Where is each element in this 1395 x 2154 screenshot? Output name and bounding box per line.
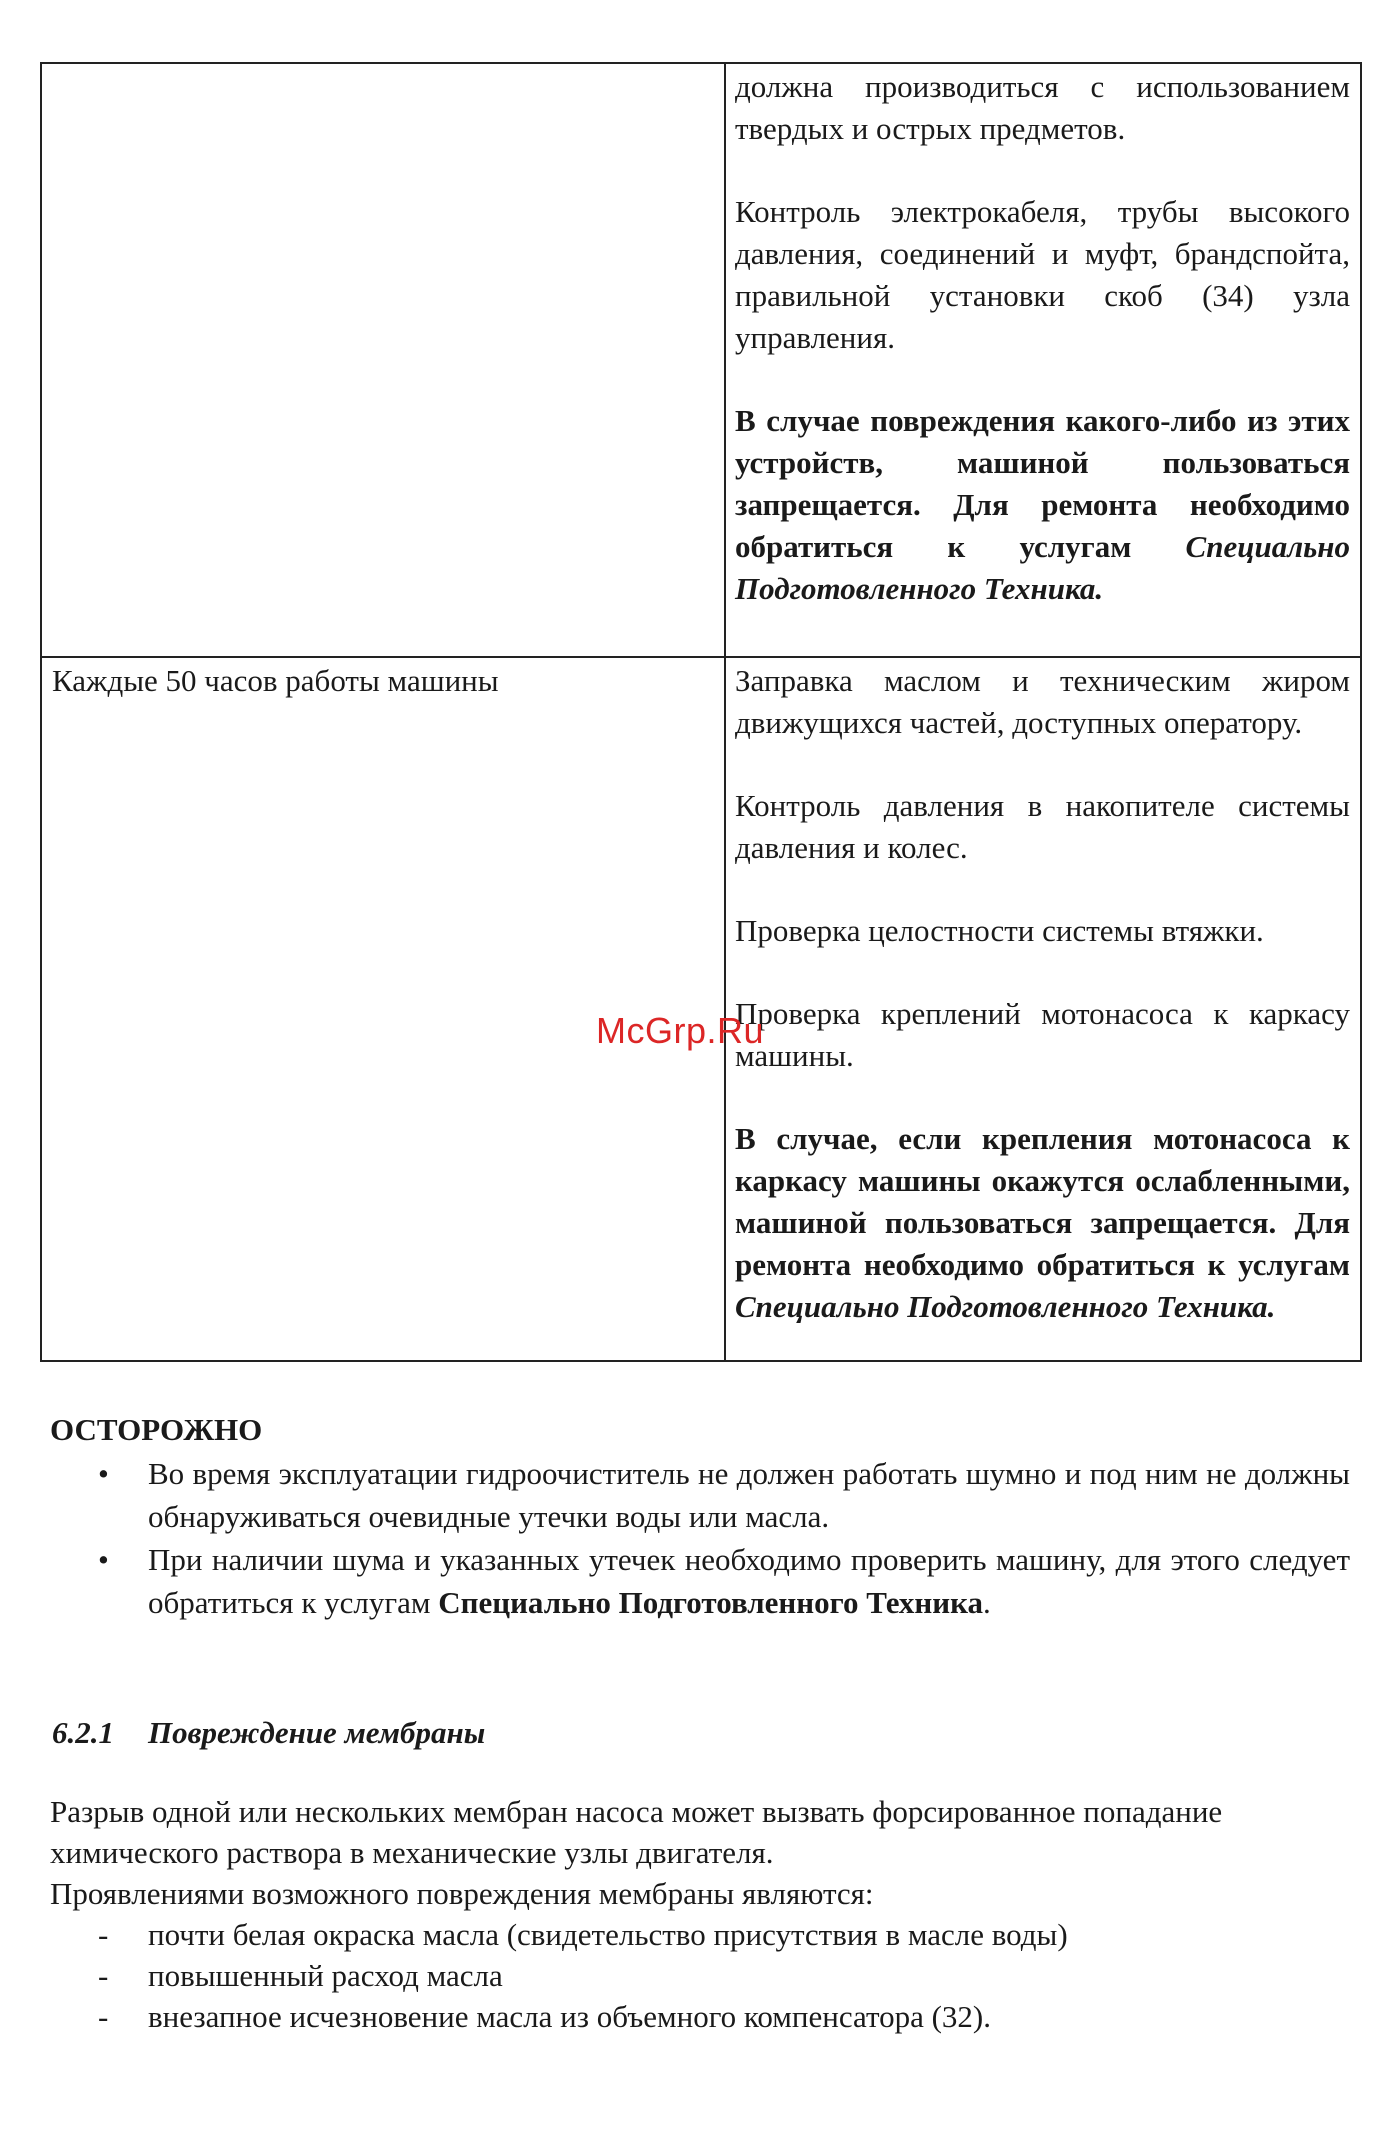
table-cell-procedure (725, 63, 1361, 657)
body-paragraph: Проявлениями возможного повреждения мембраны являются: (50, 1876, 874, 1911)
warning-text: В случае повреждения какого-либо из этих устройств, машиной пользоваться запрещается. Для ремонта необходимо обратиться к услугам (735, 403, 1350, 564)
table-cell-interval: Каждые 50 часов работы машины (41, 657, 725, 1361)
technician-reference: Специально Подготовленного Техника. (735, 1289, 1276, 1324)
caution-item-end: . (982, 1585, 991, 1620)
body-paragraph: Разрыв одной или нескольких мембран насоса может вызвать форсированное попадание химического раствора в механические узлы двигателя. (50, 1794, 1223, 1870)
table-row (41, 63, 1361, 657)
table-cell-procedure (725, 657, 1361, 1361)
section-title: Повреждение мембраны (148, 1715, 486, 1750)
warning-paragraph (735, 400, 1350, 610)
bullet-icon: • (98, 1456, 109, 1491)
caution-title: ОСТОРОЖНО (50, 1412, 263, 1447)
caution-list (50, 1452, 1350, 1624)
list-item (50, 1914, 1350, 1955)
warning-text: В случае, если крепления мотонасоса к каркасу машины окажутся ослабленными, машиной пользоваться запрещается. Для ремонта необходимо обратиться к услугам (735, 1121, 1350, 1282)
procedure-paragraph: Контроль давления в накопителе системы давления и колес. (735, 788, 1350, 865)
symptom-list (50, 1914, 1350, 2037)
technician-reference: Специально Подготовленного Техника (438, 1585, 983, 1620)
procedure-paragraph: должна производиться с использованием твердых и острых предметов. (735, 69, 1350, 146)
table-row (41, 657, 1361, 1361)
procedure-paragraph: Проверка креплений мотонасоса к каркасу машины. (735, 996, 1350, 1073)
table-cell-interval (41, 63, 725, 657)
section-body (50, 1791, 1350, 2037)
warning-paragraph (735, 1118, 1350, 1328)
caution-block (50, 1408, 1350, 1624)
symptom-text: почти белая окраска масла (свидетельство присутствия в масле воды) (148, 1917, 1068, 1952)
symptom-text: повышенный расход масла (148, 1958, 503, 1993)
dash-icon: - (98, 1999, 109, 2034)
caution-item-text: Во время эксплуатации гидроочиститель не должен работать шумно и под ним не должны обнаруживаться очевидные утечки воды или масла. (148, 1456, 1350, 1534)
technician-reference: Специально Подготовленного Техника. (735, 529, 1350, 606)
dash-icon: - (98, 1958, 109, 1993)
bullet-icon: • (98, 1542, 109, 1577)
symptom-text: внезапное исчезновение масла из объемного компенсатора (32). (148, 1999, 991, 2034)
procedure-paragraph: Заправка маслом и техническим жиром движущихся частей, доступных оператору. (735, 663, 1350, 740)
list-item (50, 1955, 1350, 1996)
watermark: McGrp.Ru (596, 1010, 765, 1051)
list-item (50, 1452, 1350, 1538)
section-number: 6.2.1 (52, 1715, 114, 1750)
list-item (50, 1996, 1350, 2037)
procedure-paragraph: Проверка целостности системы втяжки. (735, 913, 1264, 948)
maintenance-table (40, 62, 1362, 1362)
section-heading (52, 1711, 485, 1755)
procedure-paragraph: Контроль электрокабеля, трубы высокого давления, соединений и муфт, брандспойта, правильной установки скоб (34) узла управления. (735, 194, 1350, 355)
dash-icon: - (98, 1917, 109, 1952)
list-item (50, 1538, 1350, 1624)
caution-item-text: При наличии шума и указанных утечек необходимо проверить машину, для этого следует обратиться к услугам (148, 1542, 1350, 1620)
